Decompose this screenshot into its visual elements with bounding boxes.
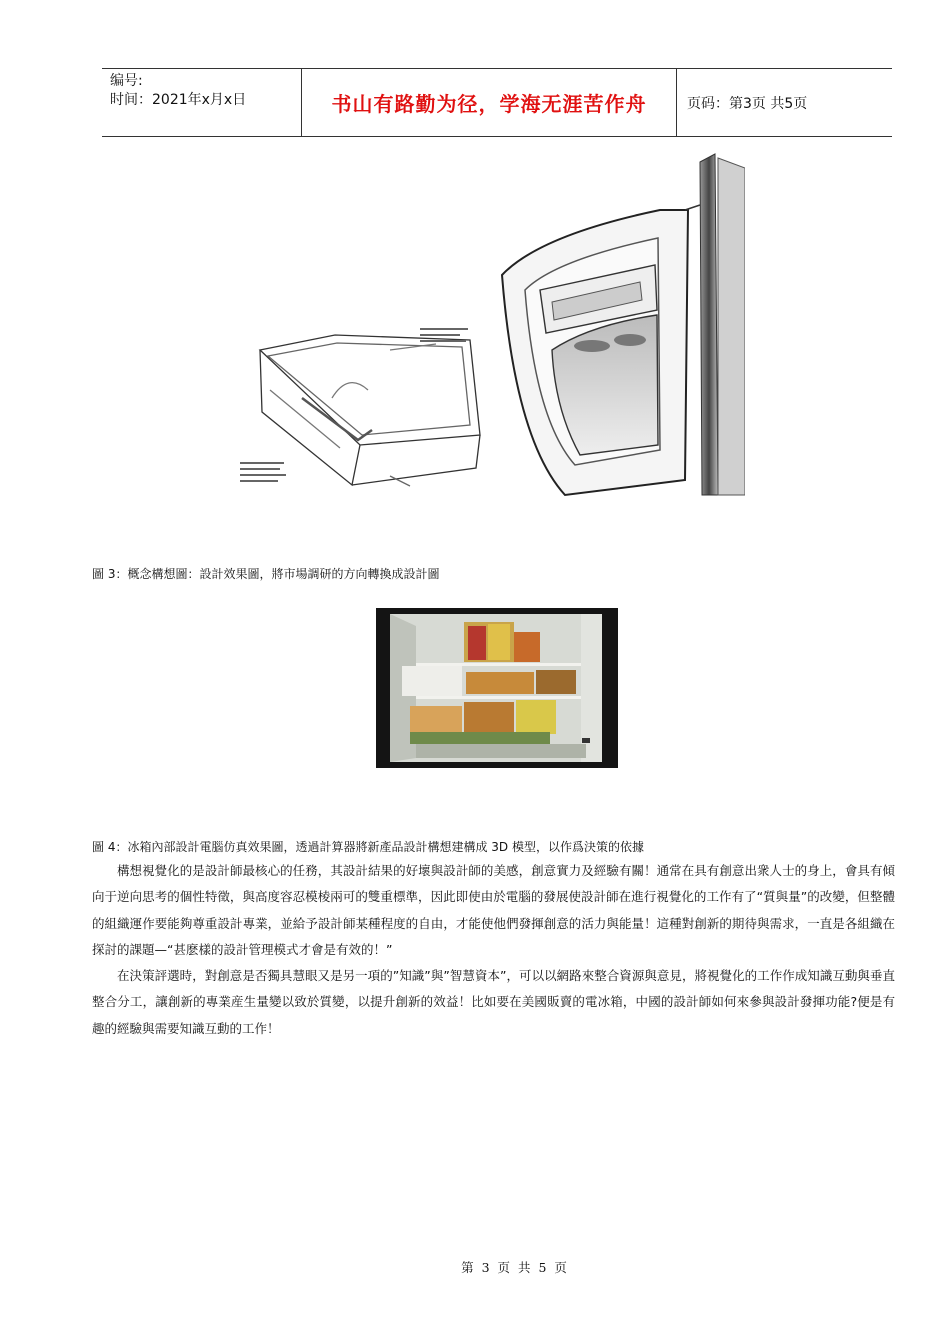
- header-page-info: 页码：第3页 共5页: [687, 95, 808, 112]
- motto: 书山有路勤为径，学海无涯苦作舟: [331, 92, 647, 116]
- drawer-sketch: [260, 335, 480, 486]
- fridge-interior-photo: [376, 608, 618, 768]
- header-motto-cell: [302, 69, 677, 136]
- paragraph-2: 在決策評選時，對創意是否獨具慧眼又是另一項的”知識”與”智慧資本”，可以以網路來整合資源與意見，將視覺化的工作作成知識互動與垂直整合分工，讓創新的專業産生量變以致於質變，以提升創新的效益！比如要在美國販賣的電冰箱，中國的設計師如何來參與設計發揮功能?便是有趣的經驗與需要知識互動的工作！: [92, 968, 895, 1036]
- drawer-annotations: [240, 328, 468, 482]
- figure4-caption: 圖 4：冰箱內部設計電腦仿真效果圖，透過計算器將新產品設計構想建構成 3D 模型，以作爲決策的依據: [92, 840, 644, 854]
- page-footer: 第 3 页 共 5 页: [461, 1260, 569, 1275]
- time-label: 时间：2021年x月x日: [110, 92, 247, 108]
- header-left-cell: [102, 69, 302, 136]
- body-text: [92, 858, 895, 1042]
- dispenser-sketch: [502, 154, 745, 495]
- figure3-caption: 圖 3：概念構想圖：設計效果圖，將市場調研的方向轉換成設計圖: [92, 567, 440, 581]
- header-table: [102, 68, 892, 137]
- paragraph-1: 構想視覺化的是設計師最核心的任務，其設計結果的好壞與設計師的美感，創意實力及經驗有關！通常在具有創意出衆人士的身上，會具有傾向于逆向思考的個性特徵，與高度容忍模棱兩可的雙重標準，因此即使由於電腦的發展使設計師在進行視覺化的工作有了“質與量”的改變，但整體的組織運作要能夠尊重設計專業，並給予設計師某種程度的自由，才能使他們發揮創意的活力與能量！這種對創新的期待與需求，一直是各組織在探討的課題—“甚麽樣的設計管理模式才會是有效的！”: [92, 863, 895, 957]
- number-label: 编号:: [110, 73, 143, 89]
- concept-sketch-image: [240, 150, 745, 500]
